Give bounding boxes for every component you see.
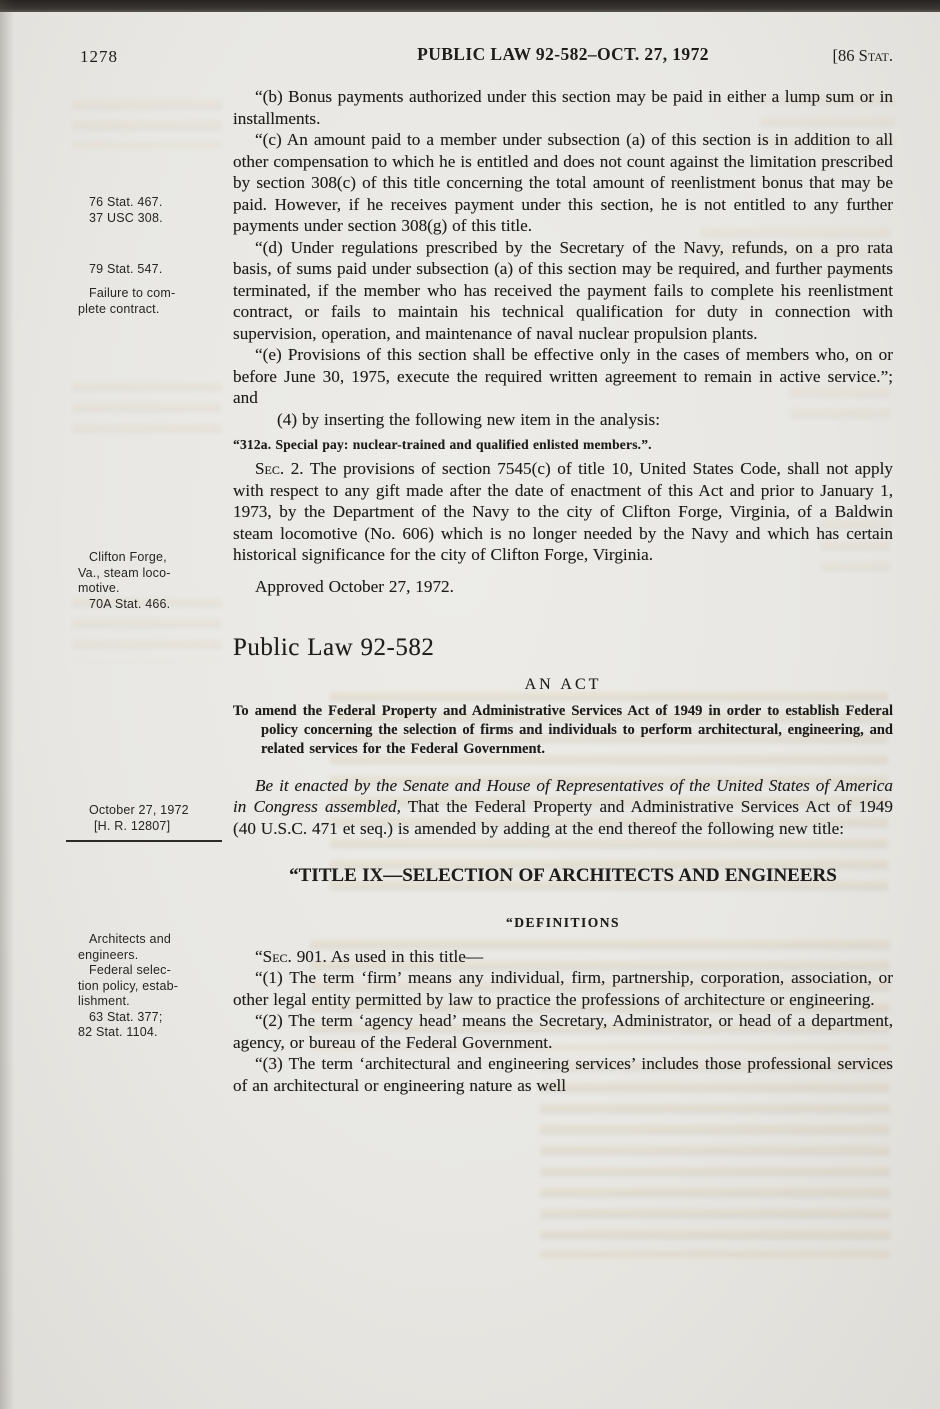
- statute-body-column: [233, 86, 893, 1096]
- section-2-label: Sec. 2.: [255, 459, 304, 478]
- margin-note-line: 37 USC 308.: [89, 210, 163, 225]
- amendment-item-4: (4) by inserting the following new item in the analysis:: [277, 409, 660, 429]
- analysis-entry-312a: “312a. Special pay: nuclear-trained and qualified enlisted members.”.: [233, 437, 652, 452]
- stat-volume-ref: [86 Stat.: [832, 46, 893, 65]
- scan-edge-artifact-left: [0, 0, 14, 1409]
- margin-note-line: Architects and: [89, 932, 172, 946]
- margin-note-line: 82 Stat. 1104.: [78, 1025, 158, 1039]
- an-act-heading: AN ACT: [524, 676, 602, 693]
- margin-note-line: 70A Stat. 466.: [89, 596, 171, 611]
- statute-paragraph-d: “(d) Under regulations prescribed by the Secretary of the Navy, refunds, on a pro rata basis, of sums paid under subsection (a) of this section may be required, and further payments terminated, if the member who has received the payment fails to complete his reenlistment contract, or fails to maintain his technical qualification for duty in connection with supervision, operation, and maintenance of naval nuclear propulsion plants.: [233, 237, 893, 343]
- enacting-clause: [233, 775, 893, 840]
- statute-paragraph-c: “(c) An amount paid to a member under subsection (a) of this section is in addition to all other compensation to which he is entitled and does not count against the limitation prescribed by section 308(c) of this title concerning the total amount of reenlistment bonus that may be paid. However, if he receives payment under this section, he is not entitled to any further payments under section 308(g) of this title.: [233, 130, 893, 235]
- margin-note-line: tion policy, estab-: [78, 978, 179, 993]
- margin-note-line: Clifton Forge,: [89, 550, 167, 564]
- definition-2-agency-head: “(2) The term ‘agency head’ means the Secretary, Administrator, or head of a department, agency, or bureau of the Federal Government.: [233, 1011, 893, 1052]
- page-number: 1278: [80, 47, 118, 66]
- statute-paragraph-b: “(b) Bonus payments authorized under this section may be paid in either a lump sum or in installments.: [233, 87, 893, 128]
- title-ix-heading: “TITLE IX—SELECTION OF ARCHITECTS AND ENGINEERS: [289, 865, 837, 886]
- margin-note-line: 79 Stat. 547.: [89, 262, 163, 276]
- approval-line: Approved October 27, 1972.: [255, 576, 454, 596]
- public-law-heading: Public Law 92-582: [233, 634, 435, 661]
- section-2-text: The provisions of section 7545(c) of title 10, United States Code, shall not apply with respect to any gift made after the date of enactment of this Act and prior to January 1, 1973, by the Department of the Navy to the city of Clifton Forge, Virginia, of a Baldwin steam locomotive (No. 606) which is no longer needed by the Navy and which has certain historical significance for the city of Clifton Forge, Virginia.: [233, 459, 893, 564]
- statute-section-2: [233, 458, 893, 566]
- margin-note-line: plete contract.: [78, 301, 160, 316]
- margin-note-line: Federal selec-: [89, 963, 171, 977]
- definition-3-ae-services: “(3) The term ‘architectural and engineering services’ includes those professional services of an architectural or engineering nature as well: [233, 1054, 893, 1095]
- margin-note-clifton-forge: [78, 550, 238, 612]
- running-head-title: PUBLIC LAW 92-582–OCT. 27, 1972: [417, 44, 709, 64]
- scan-edge-artifact-top: [0, 0, 940, 12]
- margin-note-line: [H. R. 12807]: [94, 818, 171, 833]
- print-through-ghost: [72, 100, 222, 148]
- margin-note-line: 63 Stat. 377;: [89, 1009, 163, 1024]
- margin-note-date-bill: [78, 803, 238, 834]
- section-901-text: As used in this title—: [326, 946, 484, 966]
- margin-note-rule: [66, 840, 222, 842]
- margin-note-line: Failure to com-: [89, 286, 176, 300]
- definition-1-firm: “(1) The term ‘firm’ means any individual, firm, partnership, corporation, association, or other legal entity permitted by law to practice the professions of architecture or engineering.: [233, 968, 893, 1009]
- statute-paragraph-e: “(e) Provisions of this section shall be effective only in the cases of members who, on or before June 30, 1975, execute the required written agreement to remain in active service.”; and: [233, 345, 893, 407]
- enacting-clause-text: That the Federal Property and Administrative Services Act of 1949 (40 U.S.C. 471 et seq.) is amended by adding at the end thereof the following new title:: [233, 797, 893, 838]
- margin-note-line: 76 Stat. 467.: [89, 195, 163, 209]
- margin-note-citation-79stat: [78, 262, 238, 278]
- definitions-heading: “DEFINITIONS: [505, 915, 621, 930]
- margin-note-line: lishment.: [78, 994, 130, 1008]
- print-through-ghost: [72, 382, 222, 438]
- margin-note-citation-76stat: [78, 195, 238, 226]
- margin-note-failure-contract: [78, 286, 238, 317]
- margin-note-line: October 27, 1972: [89, 803, 189, 817]
- section-901-label: “Sec. 901.: [255, 946, 327, 966]
- margin-note-architects: [78, 932, 238, 1041]
- act-purpose: To amend the Federal Property and Administrative Services Act of 1949 in order to establish Federal policy concerning the selection of firms and individuals to perform architectural, engineering, and related services for the Federal Government.: [233, 702, 893, 757]
- margin-note-line: motive.: [78, 581, 120, 595]
- statute-section-901: [233, 946, 893, 968]
- margin-note-line: Va., steam loco-: [78, 565, 171, 580]
- margin-note-line: engineers.: [78, 947, 139, 962]
- enacting-clause-italic: Be it enacted by the Senate and House of Representatives of the United States of America in Congress assembled,: [233, 775, 893, 816]
